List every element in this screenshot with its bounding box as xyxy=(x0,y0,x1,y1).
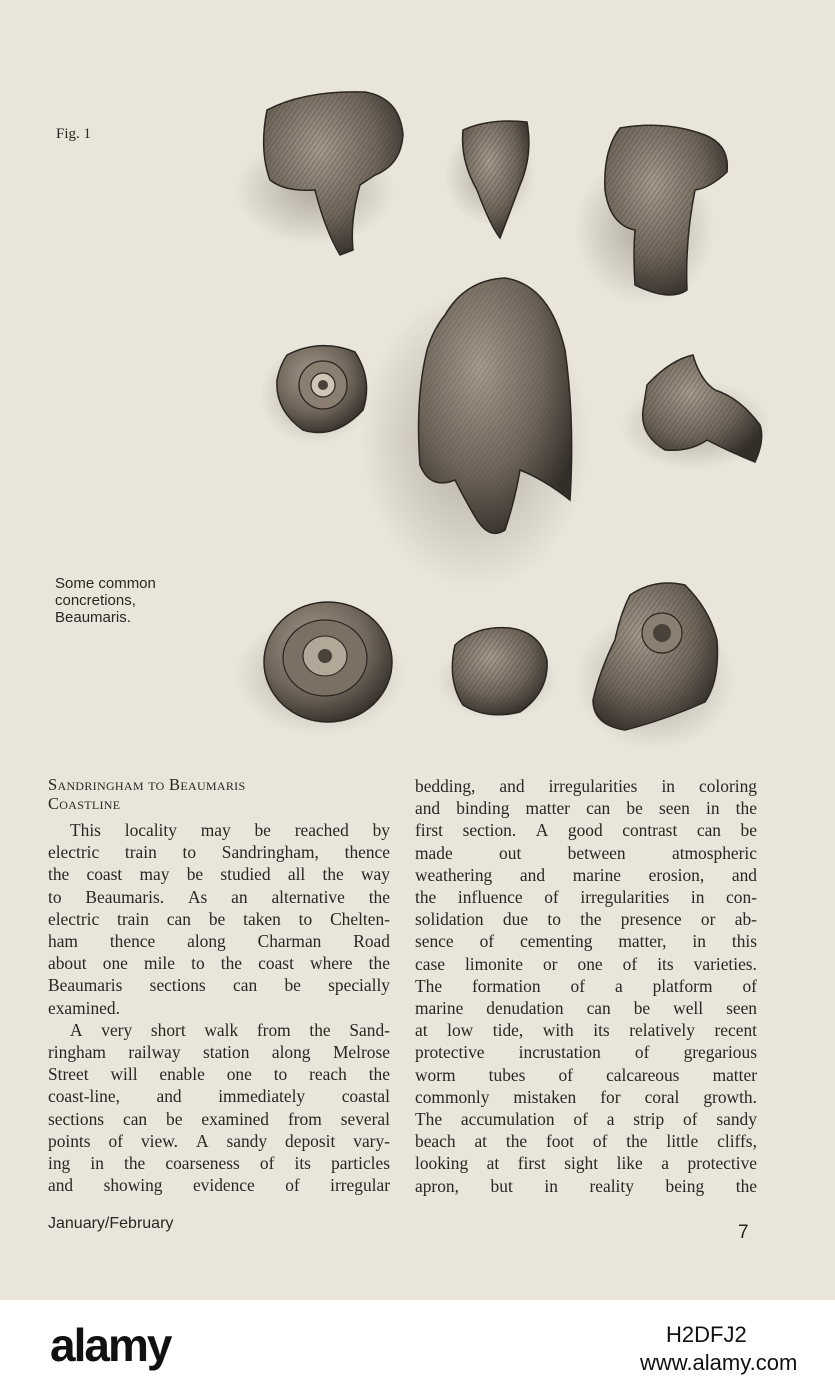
concretion-specimen xyxy=(437,628,557,720)
text-line: the influence of irregularities in con- xyxy=(415,887,757,908)
text-line: case limonite or one of its varieties. xyxy=(415,953,757,974)
text-line: electric train to Sandringham, thence xyxy=(48,842,390,863)
text-line: ringham railway station along Melrose xyxy=(48,1042,390,1063)
text-line: protective incrustation of gregarious xyxy=(415,1042,757,1063)
text-line: marine denudation can be well seen xyxy=(415,998,757,1019)
caption-line: Some common xyxy=(55,575,156,592)
concretion-specimen xyxy=(235,92,403,255)
text-line: coast-line, and immediately coastal xyxy=(48,1086,390,1107)
text-line: electric train can be taken to Chelten- xyxy=(48,908,390,929)
concretion-specimen xyxy=(235,602,405,735)
article-column-left xyxy=(48,775,390,1196)
text-line: sections can be examined from several xyxy=(48,1108,390,1129)
text-line: about one mile to the coast where the xyxy=(48,953,390,974)
text-line: Beaumaris sections can be specially xyxy=(48,975,390,996)
text-line: at low tide, with its relatively recent xyxy=(415,1020,757,1041)
text-line: The formation of a platform of xyxy=(415,975,757,996)
heading-line: Sandringham to Beaumaris xyxy=(48,775,246,794)
text-line: bedding, and irregularities in coloring xyxy=(415,776,757,796)
text-line: solidation due to the presence or ab- xyxy=(415,909,757,930)
figure-label: Fig. 1 xyxy=(56,126,92,142)
concretion-specimen xyxy=(360,278,590,590)
image-id: H2DFJ2 xyxy=(666,1322,747,1347)
text-line: and showing evidence of irregular xyxy=(48,1175,390,1196)
text-line: ing in the coarseness of its particles xyxy=(48,1153,390,1174)
article-heading xyxy=(48,775,390,813)
text-line: apron, but in reality being the xyxy=(415,1175,757,1196)
heading-line: Coastline xyxy=(48,794,121,813)
text-line: worm tubes of calcareous matter xyxy=(415,1064,757,1085)
text-line: This locality may be reached by xyxy=(70,820,390,840)
concretion-specimen xyxy=(575,125,727,305)
text-line: The accumulation of a strip of sandy xyxy=(415,1109,757,1130)
concretion-specimen xyxy=(260,345,370,445)
text-line: beach at the foot of the little cliffs, xyxy=(415,1131,757,1152)
text-line: ham thence along Charman Road xyxy=(48,931,390,952)
caption-line: Beaumaris. xyxy=(55,609,131,626)
right-column-text xyxy=(415,775,757,1197)
caption-line: concretions, xyxy=(55,592,136,609)
text-line: sence of cementing matter, in this xyxy=(415,931,757,952)
watermark-logo: alamy xyxy=(50,1319,171,1371)
concretion-specimen xyxy=(620,355,770,470)
text-line: looking at first sight like a protective xyxy=(415,1153,757,1174)
text-line: examined. xyxy=(48,997,120,1018)
concretions-illustration xyxy=(215,80,785,750)
text-line: to Beaumaris. As an alternative the xyxy=(48,886,390,907)
text-line: and binding matter can be seen in the xyxy=(415,798,757,819)
site-url: www.alamy.com xyxy=(640,1350,798,1375)
text-line: Street will enable one to reach the xyxy=(48,1064,390,1085)
figure-caption xyxy=(55,575,215,626)
text-line: the coast may be studied all the way xyxy=(48,864,390,885)
page-number: 7 xyxy=(738,1222,749,1243)
text-line: A very short walk from the Sand- xyxy=(70,1019,390,1040)
article-column-right xyxy=(415,775,757,1197)
issue-label: January/February xyxy=(48,1215,174,1232)
text-line: commonly mistaken for coral growth. xyxy=(415,1086,757,1107)
text-line: made out between atmospheric xyxy=(415,842,757,863)
concretion-specimen xyxy=(445,121,535,238)
concretion-specimen xyxy=(575,583,735,750)
text-line: first section. A good contrast can be xyxy=(415,820,757,841)
left-column-text xyxy=(48,819,390,1196)
text-line: weathering and marine erosion, and xyxy=(415,864,757,885)
text-line: points of view. A sandy deposit vary- xyxy=(48,1130,390,1151)
